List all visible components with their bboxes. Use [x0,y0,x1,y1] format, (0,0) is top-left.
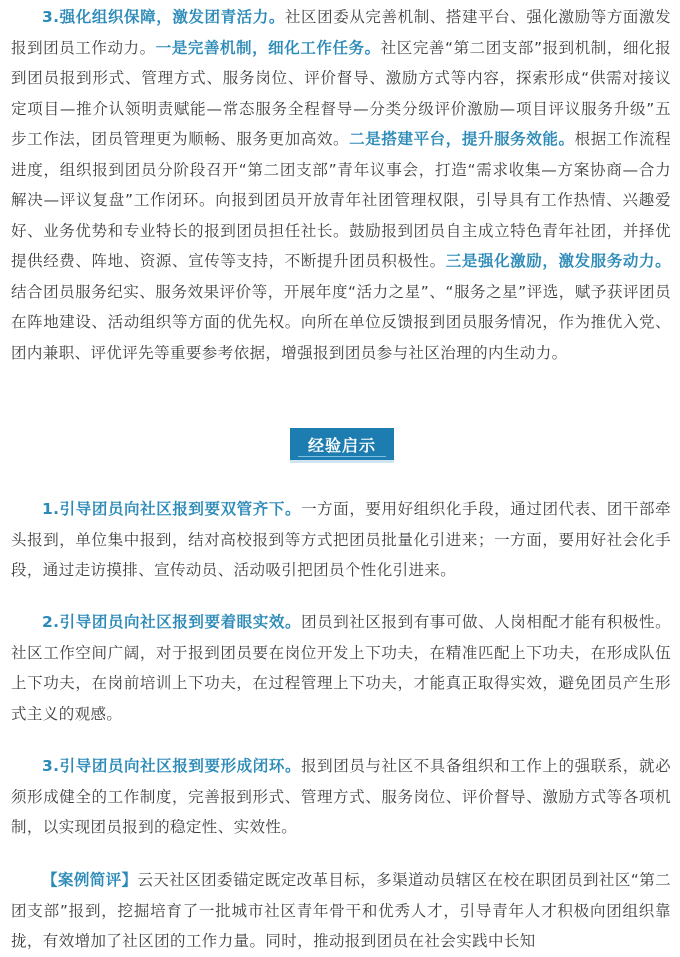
paragraph-text: 团员到社区报到有事可做、人岗相配才能有积极性。社区工作空间广阔，对于报到团员要在岗位开发上下功夫，在精准匹配上下功夫，在形成队伍上下功夫，在岗前培训上下功夫，在过程管理上下功夫，才能真正取得实效，避免团员产生形式主义的观感。 [11,613,671,723]
paragraph-effectiveness [11,607,671,729]
paragraph-text: 报到团员与社区不具备组织和工作上的强联系，就必须形成健全的工作制度，完善报到形式、管理方式、服务岗位、评价督导、激励方式等各项机制，以实现团员报到的稳定性、实效性。 [11,757,671,836]
subheading-platform: 二是搭建平台，提升服务效能。 [349,130,575,148]
paragraph-text: 云天社区团委锚定既定改革目标，多渠道动员辖区在校在职团员到社区“第二团支部”报到，挖掘培育了一批城市社区青年骨干和优秀人才，引导青年人才积极向团组织靠拢，有效增加了社区团的工作力量。同时，推动报到团员在社会实践中长知 [11,871,672,950]
section-title-badge [290,428,394,460]
paragraph-text: 社区完善“第二团支部”报到机制，细化报到团员报到形式、管理方式、服务岗位、评价督导、激励方式等内容，探索形成“供需对接议定项目—推介认领明责赋能—常态服务全程督导—分类分级评价激励—项目评议服务升级”五步工作法，团员管理更为顺畅、服务更加高效。 [11,38,671,148]
paragraph-organization-guarantee [11,2,671,368]
paragraph-dual-approach [11,494,671,586]
paragraph-closed-loop [11,751,671,843]
paragraph-heading: 2.引导团员向社区报到要着眼实效。 [42,613,302,631]
badge-underline [298,456,386,457]
paragraph-text: 一方面，要用好组织化手段，通过团代表、团干部牵头报到，单位集中报到，结对高校报到等方式把团员批量化引进来；一方面，要用好社会化手段，通过走访摸排、宣传动员、活动吸引把团员个性化引进来。 [11,500,671,579]
paragraph-text: 结合团员服务纪实、服务效果评价等，开展年度“活力之星”、“服务之星”评选，赋予获评团员在阵地建设、活动组织等方面的优先权。向所在单位反馈报到团员服务情况，作为推优入党、团内兼职、评优评先等重要参考依据，增强报到团员参与社区治理的内生动力。 [11,282,671,362]
paragraph-text: 社区团委从完善机制、搭建平台、强化激励等方面激发报到团员工作动力。 [11,8,671,57]
subheading-incentive: 三是强化激励，激发服务动力。 [445,252,671,270]
paragraph-text: 根据工作流程进度，组织报到团员分阶段召开“第二团支部”青年议事会，打造“需求收集—方案协商—合力解决—评议复盘”工作闭环。向报到团员开放青年社团管理权限，引导具有工作热情、兴趣爱好、业务优势和专业特长的报到团员担任社长。鼓励报到团员自主成立特色青年社团，并择优提供经费、阵地、资源、宣传等支持，不断提升团员积极性。 [11,130,672,270]
section-title: 经验启示 [307,435,376,455]
case-review-label: 【案例简评】 [42,871,138,889]
paragraph-case-review [11,865,671,957]
paragraph-heading: 3.强化组织保障，激发团青活力。 [42,8,285,26]
paragraph-heading: 1.引导团员向社区报到要双管齐下。 [42,500,302,518]
paragraph-heading: 3.引导团员向社区报到要形成闭环。 [42,757,302,775]
subheading-mechanism: 一是完善机制，细化工作任务。 [155,38,381,57]
